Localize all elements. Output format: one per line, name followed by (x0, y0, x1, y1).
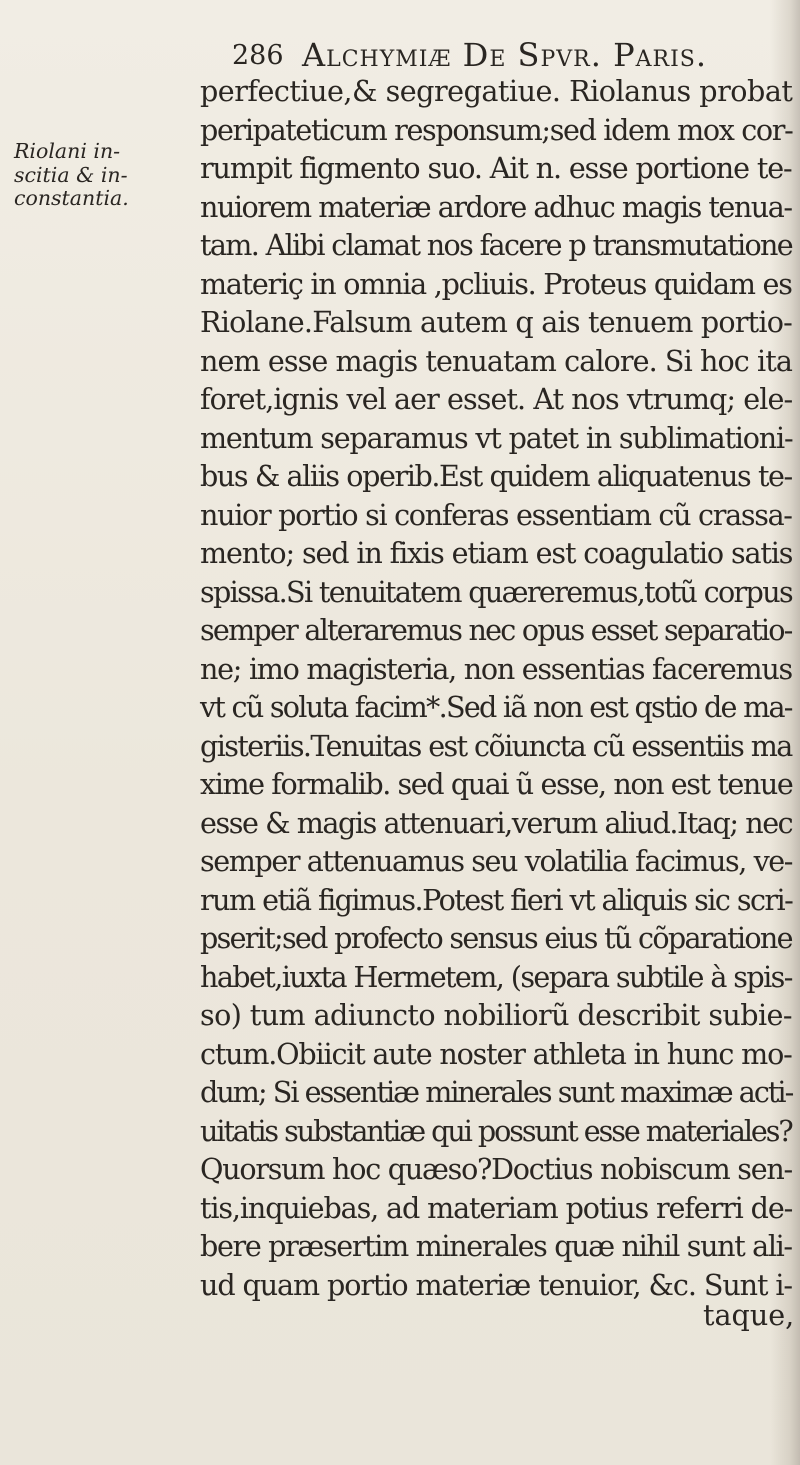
marginal-note-line: constantia. (14, 186, 129, 210)
text-line: nuiorem materiæ ardore adhuc magis tenua- (200, 189, 792, 224)
marginal-note-line: Riolani in- (14, 139, 121, 163)
text-line: so) tum adiuncto nobiliorũ describit subie- (200, 998, 792, 1032)
marginal-note-line: scitia & in- (14, 162, 128, 187)
text-line: uitatis substantiæ qui possunt esse materiales? (200, 1113, 792, 1148)
page-number: 286 (232, 40, 284, 71)
text-line: Quorsum hoc quæso?Doctius nobiscum sen- (200, 1152, 792, 1186)
text-line: esse & magis attenuari,verum aliud.Itaq; nec (200, 805, 793, 840)
text-line: rum etiã figimus.Potest fieri vt aliquis sic scri- (200, 882, 793, 917)
text-line: nuior portio si conferas essentiam cũ crassa- (200, 497, 792, 532)
text-line: vt cũ soluta facim*.Sed iã non est qstio de ma- (200, 690, 792, 724)
text-line: mentum separamus vt patet in sublimationi- (200, 420, 793, 455)
catchword: taque, (703, 1298, 795, 1332)
text-line: pserit;sed profecto sensus eius tũ cõparatione (200, 921, 792, 955)
text-line: mento; sed in fixis etiam est coagulatio satis (200, 536, 793, 570)
text-line: bere præsertim minerales quæ nihil sunt ali- (200, 1229, 792, 1263)
text-line: semper attenuamus seu volatilia facimus, ve- (200, 844, 793, 878)
text-line: perfectiue,& segregatiue. Riolanus probat (200, 74, 793, 108)
running-head: Alchymiæ De Spvr. Paris. (302, 36, 707, 74)
text-line: xime formalib. sed quai ũ esse, non est tenue (200, 767, 793, 801)
text-line: rumpit figmento suo. Ait n. esse portione te- (200, 151, 792, 185)
text-line: dum; Si essentiæ minerales sunt maximæ acti- (200, 1075, 793, 1109)
text-line: ctum.Obiicit aute noster athleta in hunc mo- (200, 1036, 792, 1071)
text-line: semper alteraremus nec opus esset separatio- (200, 613, 792, 647)
text-line: tam. Alibi clamat nos facere p transmutatione (200, 228, 793, 262)
text-line: gisteriis.Tenuitas est cõiuncta cũ essentiis ma (200, 728, 792, 763)
text-line: materiç in omnia ,pcliuis. Proteus quidam es (200, 266, 792, 301)
text-line: ud quam portio materiæ tenuior, &c. Sunt i- (200, 1267, 792, 1302)
text-line: nem esse magis tenuatam calore. Si hoc ita (200, 343, 792, 378)
text-line: peripateticum responsum;sed idem mox cor- (200, 112, 793, 147)
text-line: bus & aliis operib.Est quidem aliquatenus te- (200, 459, 792, 493)
text-line: ne; imo magisteria, non essentias faceremus (200, 651, 792, 686)
marginal-note (14, 140, 174, 211)
text-line: spissa.Si tenuitatem quæreremus,totũ corpus (200, 574, 792, 609)
text-line: foret,ignis vel aer esset. At nos vtrumq; ele- (200, 382, 793, 416)
text-line: habet,iuxta Hermetem, (separa subtile à spis- (200, 959, 792, 994)
text-line: tis,inquiebas, ad materiam potius referri de- (200, 1190, 793, 1225)
text-line: Riolane.Falsum autem q ais tenuem portio- (200, 305, 793, 339)
